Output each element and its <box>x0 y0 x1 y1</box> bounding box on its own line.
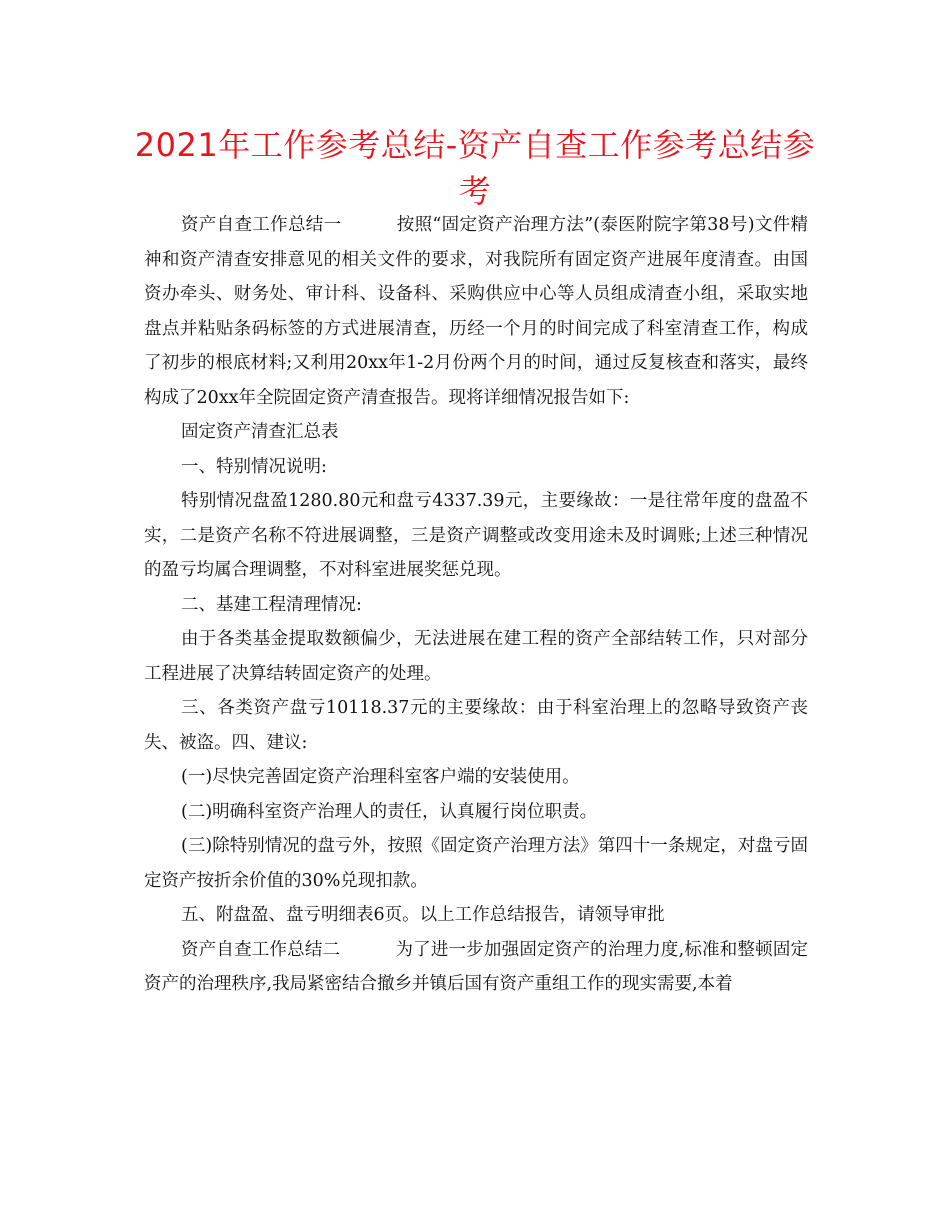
document-title: 2021年工作参考总结-资产自查工作参考总结参考 <box>134 126 816 210</box>
body-paragraph: 五、附盘盈、盘亏明细表6页。以上工作总结报告，请领导审批 <box>181 905 665 925</box>
body-paragraph: 三、各类资产盘亏10118.37元的主要缘故：由于科室治理上的忽略导致资产丧失、被盗。四、建议: <box>144 698 808 753</box>
body-paragraph: 固定资产清查汇总表 <box>181 422 339 442</box>
body-paragraph: (三)除特别情况的盘亏外，按照《固定资产治理方法》第四十一条规定，对盘亏固定资产按折余价值的30%兑现扣款。 <box>144 836 808 891</box>
body-paragraph <box>144 933 808 1002</box>
body-paragraph: 二、基建工程清理情况: <box>181 594 362 615</box>
body-paragraph: 特别情况盘盈1280.80元和盘亏4337.39元，主要缘故：一是往常年度的盘盈不实，二是资产名称不符进展调整，三是资产调整或改变用途未及时调账;上述三种情况的盈亏均属合理调整，不对科室进展奖惩兑现。 <box>144 491 808 580</box>
section-heading: 资产自查工作总结一 <box>181 215 342 235</box>
body-paragraph <box>144 208 808 415</box>
body-paragraph: 由于各类基金提取数额偏少，无法进展在建工程的资产全部结转工作，只对部分工程进展了决算结转固定资产的处理。 <box>144 629 808 684</box>
document-body <box>144 208 808 1002</box>
paragraph-text: 按照“固定资产治理方法”(泰医附院字第38号)文件精神和资产清查安排意见的相关文件的要求，对我院所有固定资产进展年度清查。由国资办牵头、财务处、审计科、设备科、采购供应中心等人员组成清查小组，采取实地盘点并粘贴条码标签的方式进展清查，历经一个月的时间完成了科室清查工作，构成了初步的根底材料;又利用20xx年1-2月份两个月的时间，通过反复核查和落实，最终构成了20xx年全院固定资产清查报告。现将详细情况报告如下: <box>144 215 808 408</box>
body-paragraph: (二)明确科室资产治理人的责任，认真履行岗位职责。 <box>181 801 598 822</box>
paragraph-text: 为了进一步加强固定资产的治理力度,标准和整顿固定资产的治理秩序,我局紧密结合撤乡并镇后国有资产重组工作的现实需要,本着 <box>144 939 809 994</box>
section-heading: 资产自查工作总结二 <box>181 939 341 960</box>
body-paragraph: (一)尽快完善固定资产治理科室客户端的安装使用。 <box>181 767 580 787</box>
body-paragraph: 一、特别情况说明: <box>181 456 327 477</box>
